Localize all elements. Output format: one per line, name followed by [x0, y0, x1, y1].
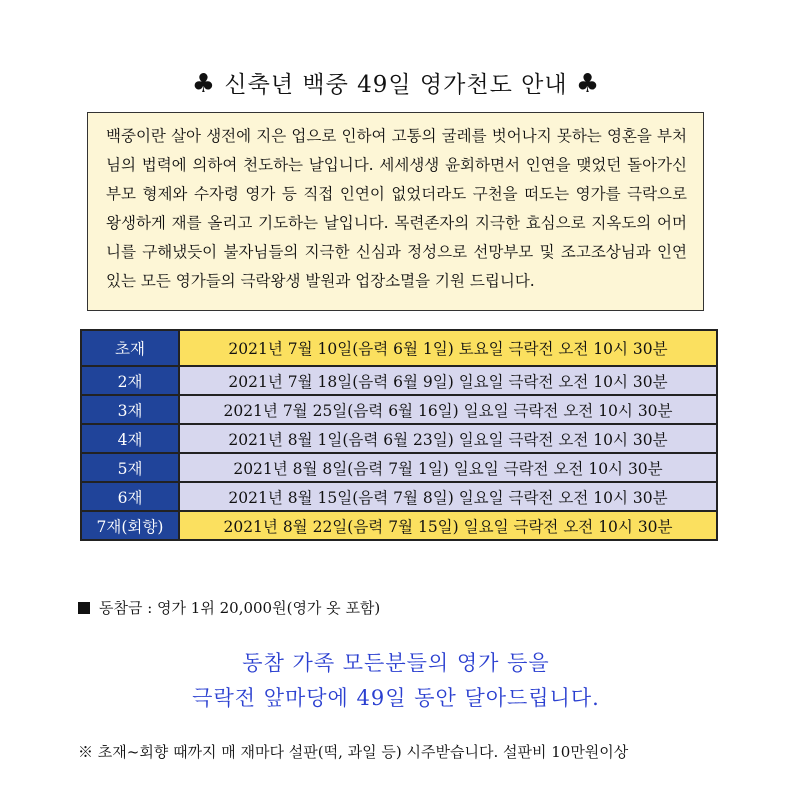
club-icon-left: ♣ [191, 69, 217, 99]
schedule-label: 7재(회향) [81, 511, 179, 540]
schedule-row [81, 453, 717, 482]
fee-text: 동참금 : 영가 1위 20,000원(영가 옷 포함) [99, 599, 381, 617]
schedule-table [80, 329, 718, 541]
footnote: ※ 초재~회향 때까지 매 재마다 설판(떡, 과일 등) 시주받습니다. 설판비 10만원이상 [78, 743, 629, 761]
title-text: 신축년 백중 49일 영가천도 안내 [224, 72, 568, 98]
club-icon-right: ♣ [575, 69, 601, 99]
schedule-date: 2021년 8월 1일(음력 6월 23일) 일요일 극락전 오전 10시 30분 [179, 424, 717, 453]
schedule-row [81, 424, 717, 453]
notice-box [87, 112, 704, 311]
schedule-label: 6재 [81, 482, 179, 511]
schedule-row [81, 366, 717, 395]
schedule-date: 2021년 7월 10일(음력 6월 1일) 토요일 극락전 오전 10시 30분 [179, 330, 717, 366]
schedule-row [81, 330, 717, 366]
schedule-date: 2021년 8월 15일(음력 7월 8일) 일요일 극락전 오전 10시 30분 [179, 482, 717, 511]
schedule-label: 5재 [81, 453, 179, 482]
schedule-label: 초재 [81, 330, 179, 366]
schedule-row [81, 511, 717, 540]
black-square-icon [78, 602, 90, 614]
schedule-date: 2021년 7월 18일(음력 6월 9일) 일요일 극락전 오전 10시 30분 [179, 366, 717, 395]
fee-line [78, 597, 380, 618]
notice-text: 백중이란 살아 생전에 지은 업으로 인하여 고통의 굴레를 벗어나지 못하는 영혼을 부처님의 법력에 의하여 천도하는 날입니다. 세세생생 윤회하면서 인연을 맺었던 돌아가신 부모 형제와 수자령 영가 등 직접 인연이 없었더라도 구천을 떠도는 영가를 극락으로 왕생하게 재를 올리고 기도하는 날입니다. 목련존자의 지극한 효심으로 지옥도의 어머니를 구해냈듯이 불자님들의 지극한 신심과 정성으로 선망부모 및 조고조상님과 인연 있는 모든 영가들의 극락왕생 발원과 업장소멸을 기원 드립니다. [106, 127, 687, 290]
schedule-label: 3재 [81, 395, 179, 424]
schedule-date: 2021년 8월 22일(음력 7월 15일) 일요일 극락전 오전 10시 30분 [179, 511, 717, 540]
schedule-label: 2재 [81, 366, 179, 395]
schedule-row [81, 482, 717, 511]
page-title [0, 66, 792, 99]
schedule-date: 2021년 7월 25일(음력 6월 16일) 일요일 극락전 오전 10시 30분 [179, 395, 717, 424]
announcement-line-2: 극락전 앞마당에 49일 동안 달아드립니다. [192, 686, 600, 710]
announcement-line-1: 동참 가족 모든분들의 영가 등을 [242, 651, 550, 675]
schedule-label: 4재 [81, 424, 179, 453]
schedule-row [81, 395, 717, 424]
schedule-date: 2021년 8월 8일(음력 7월 1일) 일요일 극락전 오전 10시 30분 [179, 453, 717, 482]
